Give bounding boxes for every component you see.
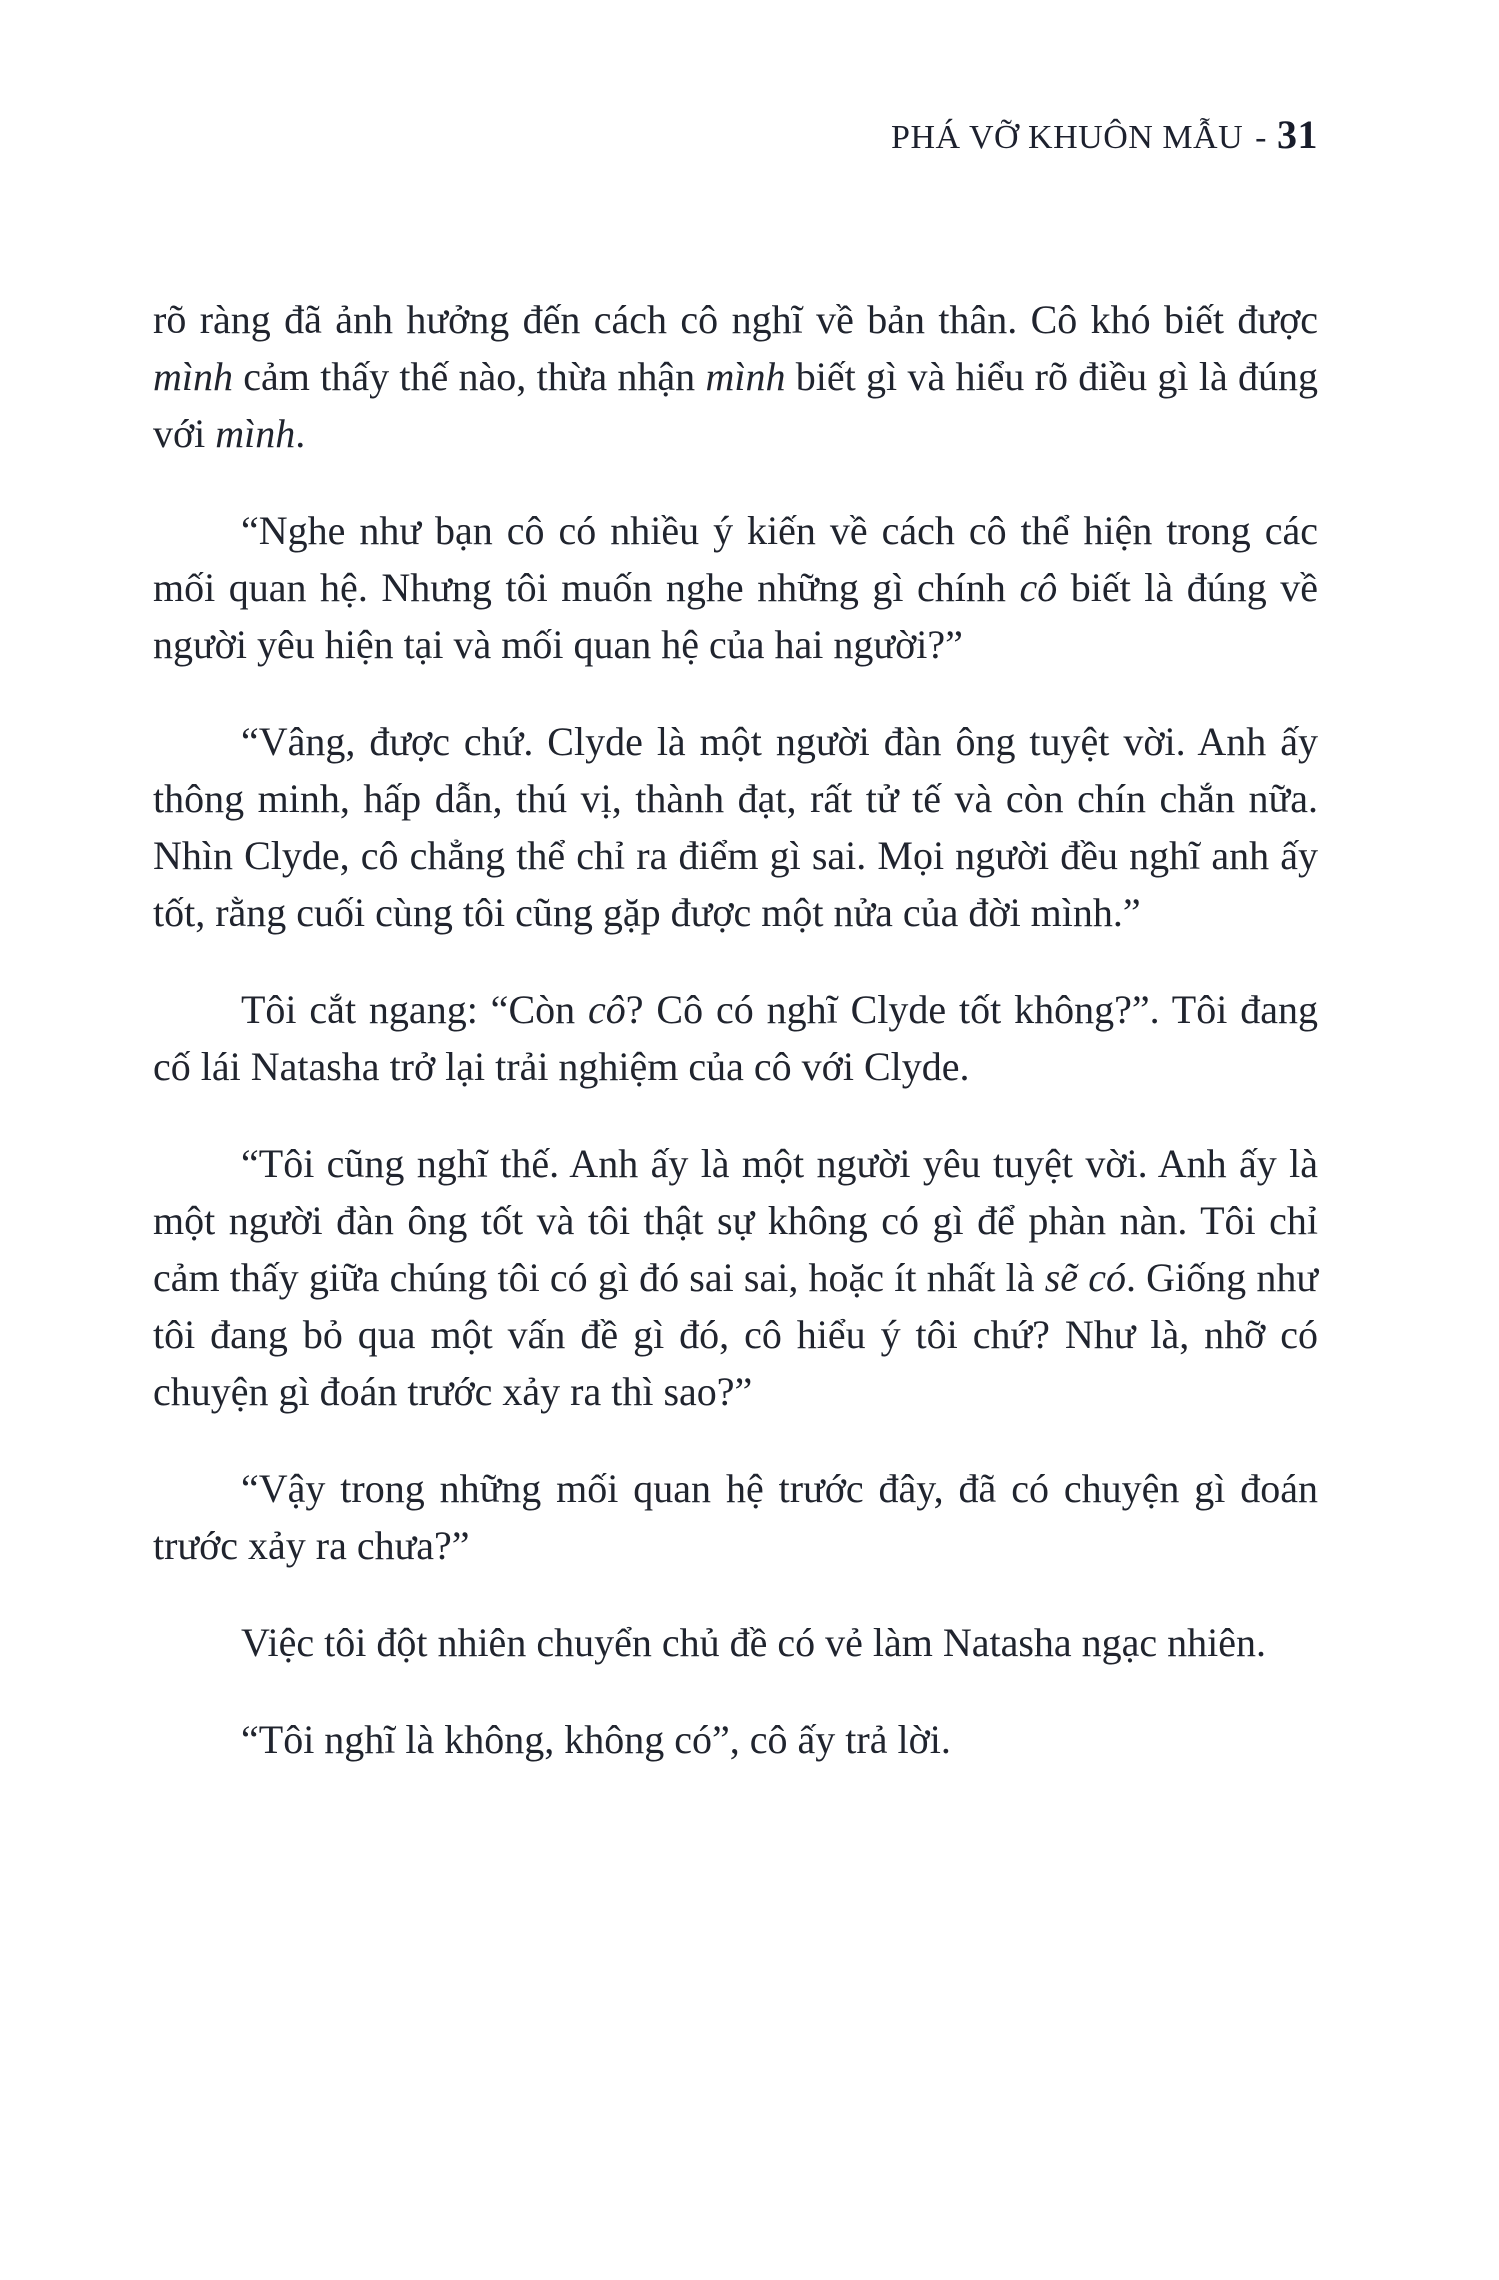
text-run: Tôi cắt ngang: “Còn	[241, 987, 588, 1032]
emphasized-text: sẽ có	[1044, 1255, 1126, 1300]
text-run: . Giống như tôi đang bỏ qua một vấn đề gì đó, cô hiểu ý tôi chứ? Như là, nhỡ có chuyện gì đoán trước xảy ra thì sao?”	[153, 1255, 1319, 1414]
paragraph	[153, 1135, 1318, 1420]
text-run: “Vâng, được chứ. Clyde là một người đàn ông tuyệt vời. Anh ấy thông minh, hấp dẫn, thú vị, thành đạt, rất tử tế và còn chín chắn nữa. Nhìn Clyde, cô chẳng thể chỉ ra điểm gì sai. Mọi người đều nghĩ anh ấy tốt, rằng cuối cùng tôi cũng gặp được một nửa của đời mình.”	[153, 719, 1318, 935]
text-run: “Vậy trong những mối quan hệ trước đây, đã có chuyện gì đoán trước xảy ra chưa?”	[153, 1466, 1318, 1568]
paragraph	[153, 981, 1318, 1095]
text-run: “Tôi cũng nghĩ thế. Anh ấy là một người yêu tuyệt vời. Anh ấy là một người đàn ông tốt và tôi thật sự không có gì để phàn nàn. Tôi chỉ cảm thấy giữa chúng tôi có gì đó sai sai, hoặc ít nhất là	[153, 1141, 1318, 1300]
text-run: biết gì và hiểu rõ điều gì là đúng với	[153, 354, 1318, 456]
text-run: ? Cô có nghĩ Clyde tốt không?”. Tôi đang cố lái Natasha trở lại trải nghiệm của cô với Clyde.	[153, 987, 1318, 1089]
running-header	[153, 112, 1318, 161]
header-separator: -	[1255, 119, 1267, 156]
emphasized-text: mình	[705, 354, 786, 399]
emphasized-text: mình	[153, 354, 233, 399]
page-number: 31	[1277, 112, 1318, 157]
running-title: PHÁ VỠ KHUÔN MẪU	[891, 119, 1244, 156]
paragraph	[153, 713, 1318, 941]
paragraph	[153, 502, 1318, 673]
text-run: biết là đúng về người yêu hiện tại và mối quan hệ của hai người?”	[153, 565, 1318, 667]
paragraph	[153, 1614, 1318, 1671]
emphasized-text: cô	[588, 987, 626, 1032]
text-run: “Tôi nghĩ là không, không có”, cô ấy trả lời.	[241, 1717, 951, 1762]
text-run: Việc tôi đột nhiên chuyển chủ đề có vẻ làm Natasha ngạc nhiên.	[241, 1620, 1267, 1665]
text-run: .	[295, 411, 306, 456]
paragraph	[153, 291, 1318, 462]
text-run: cảm thấy thế nào, thừa nhận	[233, 354, 706, 399]
emphasized-text: cô	[1019, 565, 1058, 610]
paragraph	[153, 1460, 1318, 1574]
paragraph	[153, 1711, 1318, 1768]
text-run: rõ ràng đã ảnh hưởng đến cách cô nghĩ về bản thân. Cô khó biết được	[153, 297, 1318, 342]
page-body-text	[153, 291, 1318, 1768]
text-run: “Nghe như bạn cô có nhiều ý kiến về cách cô thể hiện trong các mối quan hệ. Nhưng tôi muốn nghe những gì chính	[153, 508, 1318, 610]
emphasized-text: mình	[215, 411, 296, 456]
